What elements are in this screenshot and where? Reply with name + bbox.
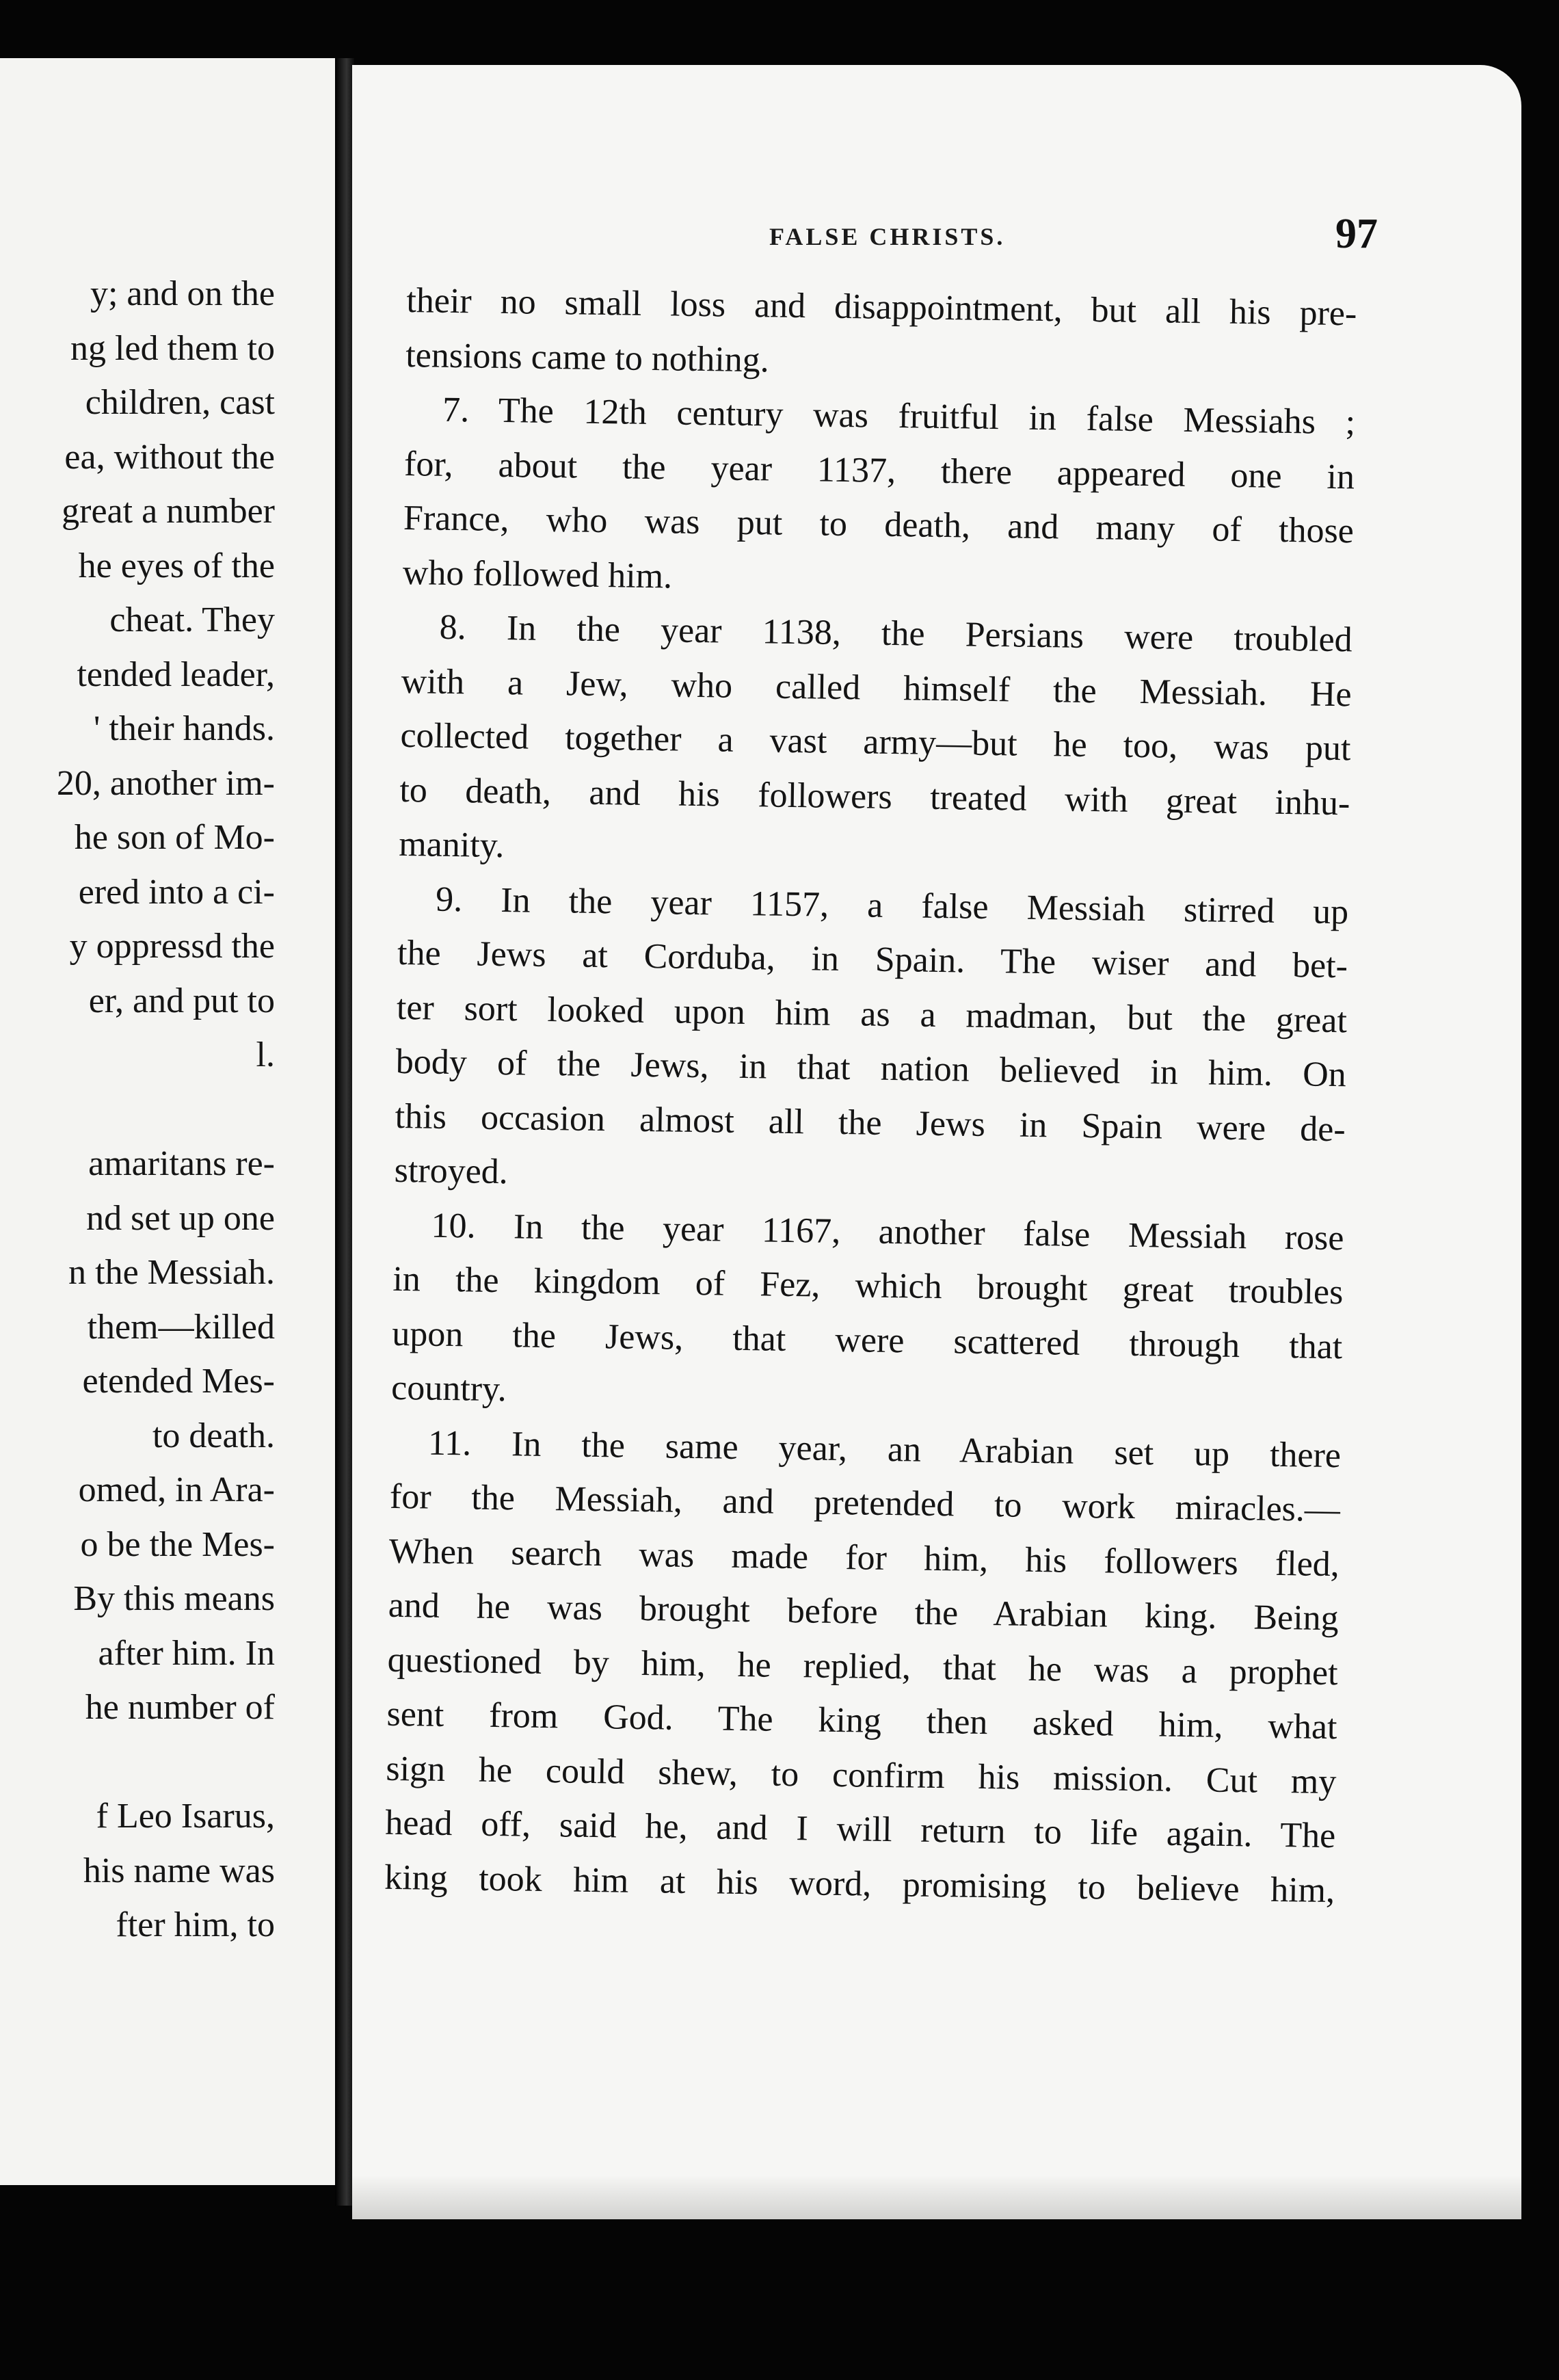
- text-line: 9. In the year 1157, a false Messiah stirred up: [435, 880, 1349, 931]
- left-page-line: etended Mes-: [82, 1362, 275, 1401]
- left-page-line: ' their hands.: [94, 709, 275, 748]
- text-line: manity.: [398, 824, 505, 866]
- left-page-line: nd set up one: [86, 1198, 275, 1238]
- left-page-line: great a number: [62, 492, 275, 531]
- page-number: 97: [1335, 211, 1378, 257]
- left-page-line: children, cast: [85, 383, 275, 422]
- left-page-line: ea, without the: [64, 437, 275, 477]
- body-text: [384, 274, 1357, 1918]
- text-line: and he was brought before the Arabian king. Being: [388, 1585, 1340, 1639]
- left-page-line: he eyes of the: [78, 546, 275, 585]
- left-page-text: [0, 267, 275, 1953]
- text-line: country.: [390, 1368, 507, 1410]
- left-page-line: amaritans re-: [88, 1144, 275, 1183]
- left-facing-page: [0, 58, 339, 2185]
- left-page-line: er, and put to: [88, 981, 275, 1020]
- left-page-line: [0, 1735, 275, 1790]
- text-line: ter sort looked upon him as a madman, but the great: [396, 988, 1348, 1040]
- running-head: FALSE CHRISTS.: [769, 223, 1006, 250]
- text-line: with a Jew, who called himself the Messiah. He: [401, 661, 1352, 714]
- left-page-line: By this means: [73, 1579, 275, 1618]
- text-line: questioned by him, he replied, that he was a prophet: [387, 1640, 1338, 1693]
- text-line: upon the Jews, that were scattered through that: [391, 1314, 1343, 1366]
- text-line: collected together a vast army—but he too, was put: [400, 715, 1351, 769]
- left-page-line: he son of Mo-: [74, 818, 275, 857]
- text-line: this occasion almost all the Jews in Spain were de-: [395, 1096, 1346, 1149]
- text-line: their no small loss and disappointment, but all his pre-: [406, 280, 1357, 334]
- text-line: to death, and his followers treated with great inhu-: [399, 770, 1350, 823]
- left-page-line: l.: [256, 1035, 275, 1074]
- text-line: sent from God. The king then asked him, what: [386, 1694, 1337, 1747]
- left-page-line: n the Messiah.: [68, 1253, 275, 1292]
- page-content: [352, 65, 1521, 2219]
- left-page-line: y oppressd the: [69, 927, 275, 966]
- left-page-line: o be the Mes-: [80, 1524, 275, 1564]
- text-line: the Jews at Corduba, in Spain. The wiser and bet-: [397, 933, 1348, 986]
- text-line: When search was made for him, his followers fled,: [388, 1531, 1340, 1584]
- left-page-line: them—killed: [87, 1307, 275, 1347]
- left-page-line: ered into a ci-: [78, 872, 275, 912]
- right-page: [352, 65, 1521, 2219]
- left-page-line: his name was: [83, 1851, 275, 1890]
- text-line: France, who was put to death, and many of those: [403, 498, 1355, 551]
- text-line: head off, said he, and I will return to life again. The: [384, 1803, 1336, 1856]
- text-line: for, about the year 1137, there appeared one in: [403, 444, 1355, 497]
- text-line: sign he could shew, to confirm his mission. Cut my: [386, 1749, 1337, 1801]
- text-line: tensions came to nothing.: [405, 335, 770, 380]
- left-page-line: 20, another im-: [56, 763, 275, 803]
- text-line: stroyed.: [394, 1150, 509, 1192]
- left-page-line: ng led them to: [70, 328, 275, 368]
- text-line: for the Messiah, and pretended to work miracles.—: [389, 1477, 1341, 1530]
- left-page-line: f Leo Isarus,: [96, 1797, 275, 1836]
- text-line: 7. The 12th century was fruitful in false Messiahs ;: [442, 390, 1356, 442]
- text-line: who followed him.: [402, 553, 673, 596]
- left-page-line: y; and on the: [90, 274, 275, 313]
- text-line: 11. In the same year, an Arabian set up there: [427, 1423, 1342, 1475]
- left-page-line: omed, in Ara-: [78, 1470, 275, 1509]
- left-page-line: tended leader,: [77, 654, 275, 694]
- left-page-line: fter him, to: [116, 1905, 275, 1944]
- text-line: 8. In the year 1138, the Persians were troubled: [439, 607, 1353, 660]
- text-line: in the kingdom of Fez, which brought great troubles: [392, 1259, 1344, 1312]
- text-line: king took him at his word, promising to believe him,: [384, 1857, 1335, 1910]
- text-line: body of the Jews, in that nation believed in him. On: [395, 1042, 1347, 1095]
- book-gutter: [335, 58, 354, 2206]
- text-line: 10. In the year 1167, another false Messiah rose: [431, 1206, 1344, 1258]
- left-page-line: to death.: [152, 1416, 275, 1455]
- left-page-line: after him. In: [98, 1633, 275, 1673]
- page-bottom-shadow: [352, 2175, 1521, 2219]
- left-page-line: cheat. They: [109, 600, 275, 639]
- left-page-line: he number of: [85, 1688, 275, 1727]
- left-page-line: [0, 1083, 275, 1137]
